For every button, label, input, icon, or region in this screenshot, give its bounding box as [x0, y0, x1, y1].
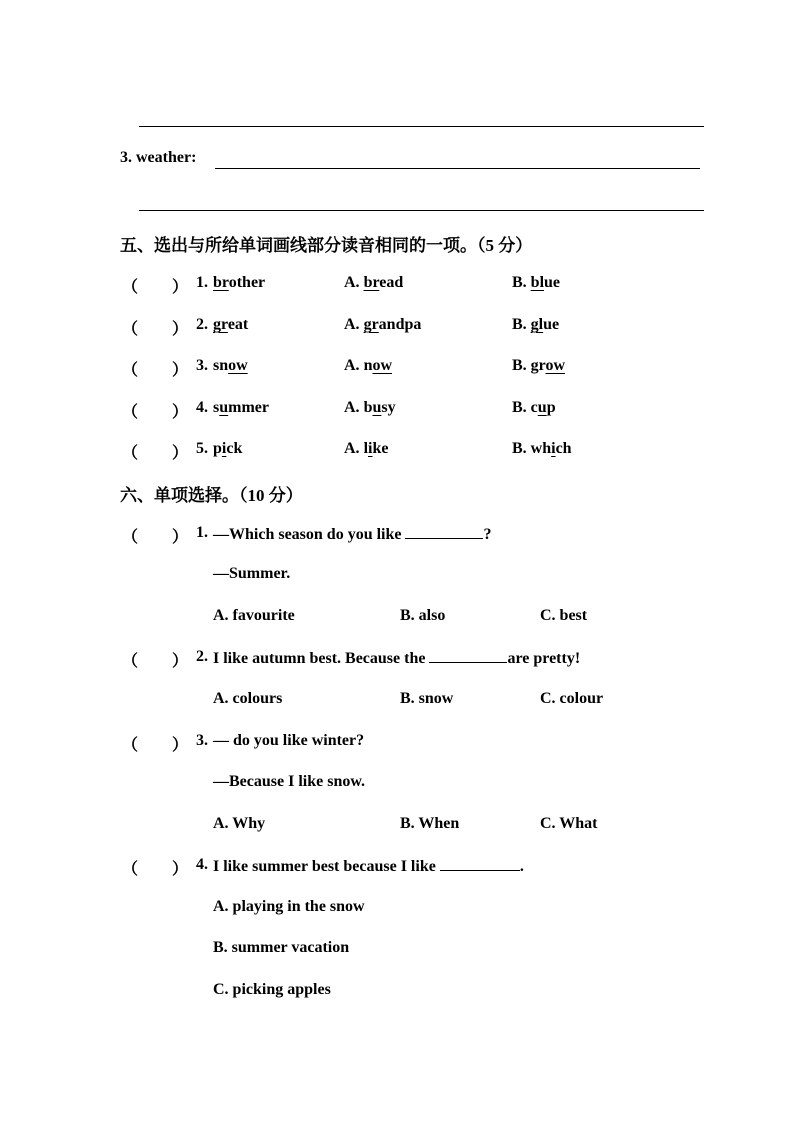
question-number: 1. [196, 274, 208, 291]
answer-paren-open[interactable]: （ [122, 445, 139, 462]
option-b[interactable]: B. summer vacation [213, 939, 350, 956]
option-b[interactable]: B. grow [512, 357, 566, 374]
answer-line[interactable] [139, 210, 704, 211]
option-b[interactable]: B. snow [400, 690, 454, 707]
answer-paren-close: ） [172, 529, 189, 546]
option-c[interactable]: C. colour [540, 690, 604, 707]
option-a[interactable]: A. grandpa [344, 316, 422, 333]
question-stem: I like autumn best. Because the are pretty! [213, 650, 581, 667]
question-number: 4. [196, 399, 208, 416]
option-a[interactable]: A. bread [344, 274, 404, 291]
fill-blank[interactable] [440, 856, 520, 871]
option-c[interactable]: C. What [540, 815, 598, 832]
option-c[interactable]: C. picking apples [213, 981, 331, 998]
question-number: 1. [196, 524, 208, 541]
target-word: summer [213, 399, 269, 416]
option-b[interactable]: B. cup [512, 399, 556, 416]
answer-paren-open[interactable]: （ [122, 861, 139, 878]
answer-paren-close: ） [172, 445, 189, 462]
section-5-heading: 五、选出与所给单词画线部分读音相同的一项。（5 分） [120, 236, 533, 255]
item-3-weather-label: 3. weather: [120, 149, 197, 166]
option-b[interactable]: B. which [512, 440, 572, 457]
option-a[interactable]: A. like [344, 440, 389, 457]
answer-line[interactable] [139, 126, 704, 127]
question-number: 4. [196, 856, 208, 873]
target-word: pick [213, 440, 243, 457]
dialogue-answer: —Summer. [213, 565, 291, 582]
option-b[interactable]: B. When [400, 815, 460, 832]
question-number: 3. [196, 732, 208, 749]
target-word: brother [213, 274, 266, 291]
answer-paren-close: ） [172, 362, 189, 379]
answer-paren-close: ） [172, 279, 189, 296]
answer-paren-open[interactable]: （ [122, 279, 139, 296]
option-a[interactable]: A. playing in the snow [213, 898, 365, 915]
answer-paren-open[interactable]: （ [122, 737, 139, 754]
option-b[interactable]: B. also [400, 607, 446, 624]
answer-paren-close: ） [172, 321, 189, 338]
option-a[interactable]: A. now [344, 357, 393, 374]
option-b[interactable]: B. glue [512, 316, 560, 333]
answer-line-weather[interactable] [215, 168, 700, 169]
question-number: 2. [196, 316, 208, 333]
section-6-heading: 六、单项选择。（10 分） [120, 486, 303, 505]
answer-paren-open[interactable]: （ [122, 529, 139, 546]
fill-blank[interactable] [429, 648, 507, 663]
question-stem: I like summer best because I like . [213, 858, 524, 875]
answer-paren-close: ） [172, 737, 189, 754]
answer-paren-close: ） [172, 861, 189, 878]
answer-paren-close: ） [172, 404, 189, 421]
answer-paren-open[interactable]: （ [122, 321, 139, 338]
question-stem: — do you like winter? [213, 732, 365, 749]
question-stem: —Which season do you like ? [213, 526, 492, 543]
fill-blank[interactable] [405, 524, 483, 539]
option-a[interactable]: A. favourite [213, 607, 295, 624]
option-b[interactable]: B. blue [512, 274, 561, 291]
option-a[interactable]: A. busy [344, 399, 396, 416]
target-word: great [213, 316, 249, 333]
answer-paren-open[interactable]: （ [122, 404, 139, 421]
option-a[interactable]: A. colours [213, 690, 283, 707]
question-number: 3. [196, 357, 208, 374]
question-number: 2. [196, 648, 208, 665]
dialogue-answer: —Because I like snow. [213, 773, 366, 790]
answer-paren-open[interactable]: （ [122, 362, 139, 379]
question-number: 5. [196, 440, 208, 457]
answer-paren-close: ） [172, 653, 189, 670]
option-c[interactable]: C. best [540, 607, 588, 624]
answer-paren-open[interactable]: （ [122, 653, 139, 670]
option-a[interactable]: A. Why [213, 815, 266, 832]
target-word: snow [213, 357, 248, 374]
